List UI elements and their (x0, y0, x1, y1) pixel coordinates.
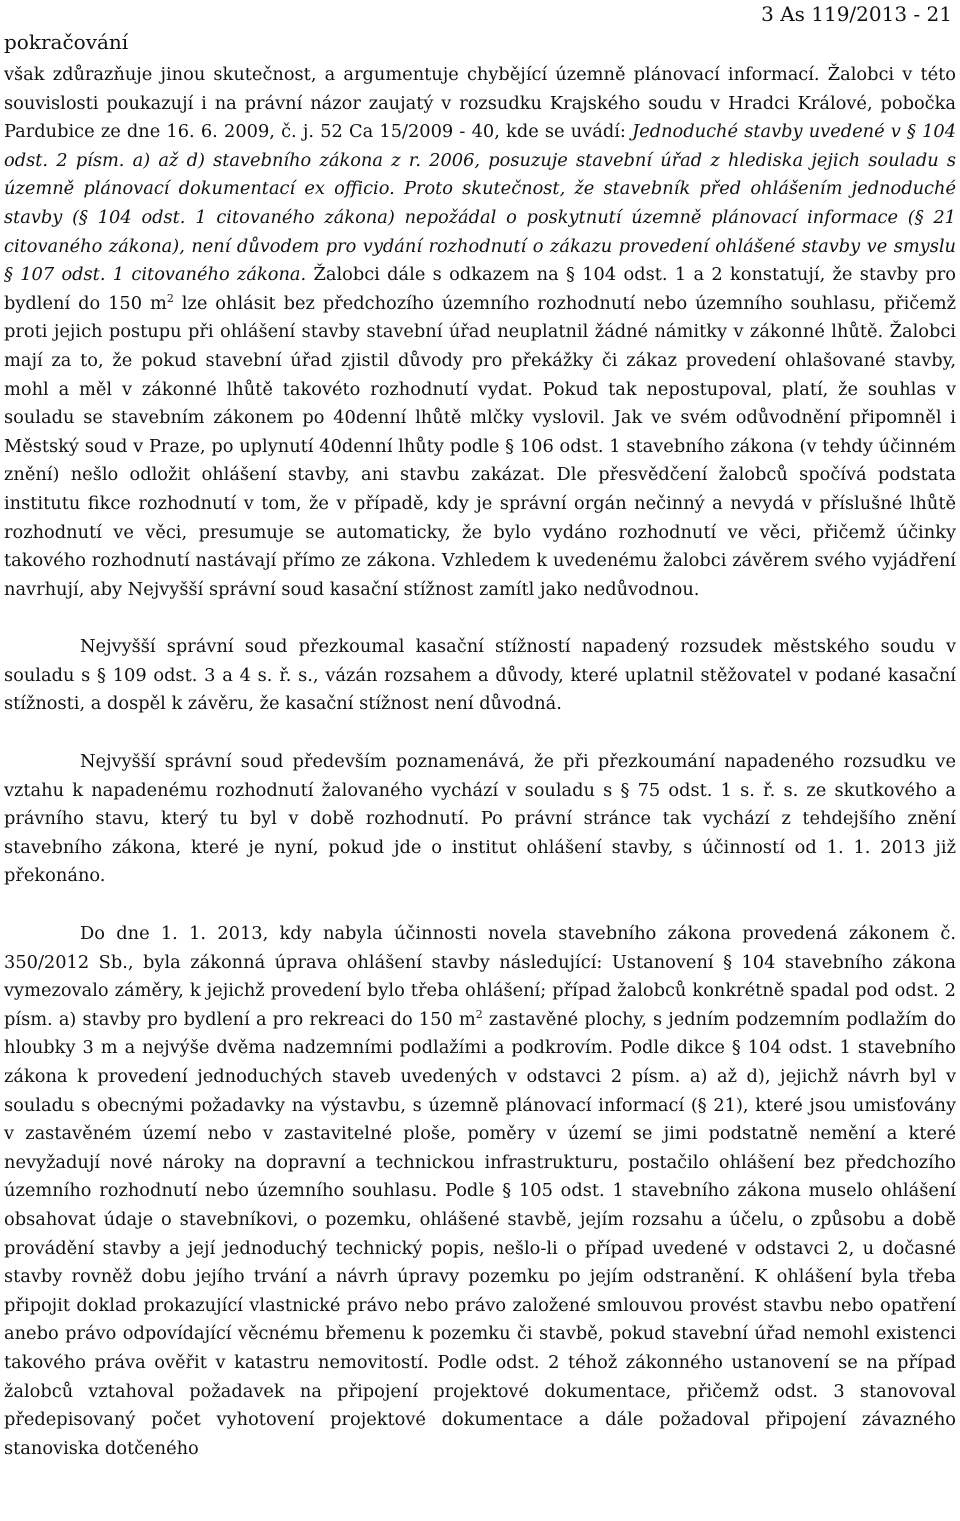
superscript-2: 2 (475, 1007, 483, 1021)
paragraph-2: Nejvyšší správní soud přezkoumal kasační stížností napadený rozsudek městského soudu v souladu s § 109 odst. 3 a 4 s. ř. s., vázán rozsahem a důvody, které uplatnil stěžovatel v podané kasační stížnosti, a dospěl k závěru, že kasační stížnost není důvodná. (4, 636, 956, 715)
superscript-2: 2 (166, 291, 174, 305)
paragraph-1-text-c: lze ohlásit bez předchozího územního rozhodnutí nebo územního souhlasu, přičemž proti jejich postupu při ohlášení stavby stavební úřad neuplatnil žádné námitky v zákonné lhůtě. Žalobci mají za to, že pokud stavební úřad zjistil důvody pro překážky či zákaz provedení ohlašované stavby, mohl a měl v zákonné lhůtě takovéto rozhodnutí vydat. Pokud tak nepostupoval, platí, že souhlas v souladu se stavebním zákonem po 40denní lhůtě mlčky vyslovil. Jak ve svém odůvodnění připomněl i Městský soud v Praze, po uplynutí 40denní lhůty podle § 106 odst. 1 stavebního zákona (v tehdy účinném znění) nešlo odložit ohlášení stavby, ani stavbu zakázat. Dle přesvědčení žalobců spočívá podstata institutu fikce rozhodnutí v tom, že v případě, kdy je správní orgán nečinný a nevydá v příslušné lhůtě rozhodnutí ve věci, presumuje se automaticky, že bylo vydáno rozhodnutí ve věci, přičemž účinky takového rozhodnutí nastávají přímo ze zákona. Vzhledem k uvedenému žalobci závěrem svého vyjádření navrhují, aby Nejvyšší správní soud kasační stížnost zamítl jako nedůvodnou. (4, 292, 956, 600)
paragraph-4 (4, 920, 956, 1463)
paragraph-3: Nejvyšší správní soud především poznamenává, že při přezkoumání napadeného rozsudku ve vztahu k napadenému rozhodnutí žalovaného vychází v souladu s § 75 odst. 1 s. ř. s. ze skutkového a právního stavu, který tu byl v době rozhodnutí. Po právní stránce tak vychází z tehdejšího znění stavebního zákona, které je nyní, pokud jde o institut ohlášení stavby, s účinností od 1. 1. 2013 již překonáno. (4, 751, 956, 887)
case-number: 3 As 119/2013 - 21 (761, 2, 952, 26)
paragraph-1 (4, 61, 956, 604)
document-body (4, 61, 956, 1463)
paragraph-1-text-b: Žalobci dále s odkazem na § 104 odst. 1 a 2 konstatují, že stavby pro bydlení do 150 m (4, 264, 957, 314)
paragraph-4-text-b: zastavěné plochy, s jedním podzemním podlažím do hloubky 3 m a nejvýše dvěma nadzemními podlažími a podkrovím. Podle dikce § 104 odst. 1 stavebního zákona k provedení jednoduchých staveb uvedených v odstavci 2 písm. a) až d), jejichž návrh byl v souladu s obecnými požadavky na výstavbu, s územně plánovací informací (§ 21), které jsou umisťovány v zastavěném území nebo v zastavitelné ploše, poměry v území se jimi podstatně nemění a které nevyžadují nové nároky na dopravní a technickou infrastrukturu, postačilo ohlášení bez předchozího územního rozhodnutí nebo územního souhlasu. Podle § 105 odst. 1 stavebního zákona muselo ohlášení obsahovat údaje o stavebníkovi, o pozemku, ohlášené stavbě, jejím rozsahu a účelu, o způsobu a době provádění stavby a její jednoduchý technický popis, nešlo-li o případ uvedené v odstavci 2, u dočasné stavby rovněž dobu jejího trvání a návrh úpravy pozemku po jejím odstranění. K ohlášení byla třeba připojit doklad prokazující vlastnické právo nebo právo založené smlouvou provést stavbu nebo opatření anebo právo odpovídající věcnému břemenu k pozemku či stavbě, pokud stavební úřad nemohl existenci takového práva ověřit v katastru nemovitostí. Podle odst. 2 téhož zákonného ustanovení se na případ žalobců vztahoval požadavek na připojení projektové dokumentace, přičemž odst. 3 stanovoval předepisovaný počet vyhotovení projektové dokumentace a dále požadoval připojení závazného stanoviska dotčeného (4, 1008, 956, 1459)
paragraph-1-text-a: však zdůrazňuje jinou skutečnost, a argumentuje chybějící územně plánovací informací. Žalobci v této souvislosti poukazují i na právní názor zaujatý v rozsudku Krajského soudu v Hradci Králové, pobočka Pardubice ze dne 16. 6. 2009, č. j. 52 Ca 15/2009 - 40, kde se uvádí: (4, 64, 956, 143)
paragraph-4-text-a: Do dne 1. 1. 2013, kdy nabyla účinnosti novela stavebního zákona provedená zákonem č. 350/2012 Sb., byla zákonná úprava ohlášení stavby následující: Ustanovení § 104 stavebního zákona vymezovalo záměry, k jejichž provedení bylo třeba ohlášení; případ žalobců konkrétně spadal pod odst. 2 písm. a) stavby pro bydlení a pro rekreaci do 150 m (4, 923, 956, 1030)
quoted-judgment: Jednoduché stavby uvedené v § 104 odst. 2 písm. a) až d) stavebního zákona z r. 2006, posuzuje stavební úřad z hlediska jejich souladu s územně plánovací dokumentací ex officio. Proto skutečnost, že stavebník před ohlášením jednoduché stavby (§ 104 odst. 1 citovaného zákona) nepožádal o poskytnutí územně plánovací informace (§ 21 citovaného zákona), není důvodem pro vydání rozhodnutí o zákazu provedení ohlášené stavby ve smyslu § 107 odst. 1 citovaného zákona. (4, 121, 957, 286)
header-continuation: pokračování (4, 30, 129, 54)
